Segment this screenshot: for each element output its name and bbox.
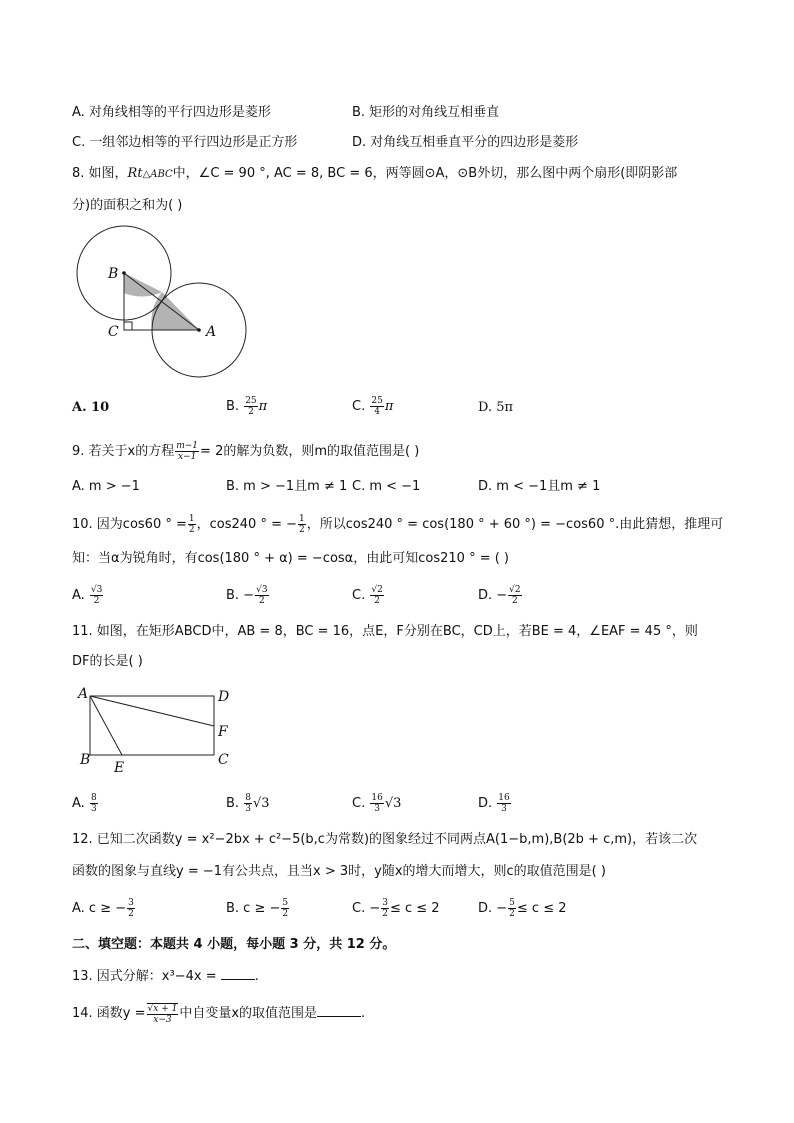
q10-option-b: B. − $\frac{√3}{2}$ — [226, 585, 268, 606]
q8-point-b — [122, 271, 126, 275]
q12-option-d: D. − $\frac{5}{2}$ ≤ c ≤ 2 — [478, 898, 567, 919]
q9-option-a: A. m > −1 — [72, 479, 140, 494]
q11-option-c: C. $\frac{16}{3}$ √3 — [352, 793, 402, 814]
q11-option-a: A. $\frac{8}{3}$ — [72, 793, 97, 814]
q11-figure — [72, 682, 252, 777]
q8-stem-line2: 分)的面积之和为( ) — [72, 198, 183, 213]
q8-stem — [72, 164, 677, 185]
q8-number: 8. 如图， — [72, 166, 128, 181]
q10-stem: 10. 因为cos60 ° = $\frac{1}{2}$ ，cos240 ° = − $\frac{1}{2}$ ，所以cos240 ° = cos(180 ° + 60 °) = −cos60 °.由此猜想，推理可 — [72, 514, 724, 535]
q13-answer-blank[interactable] — [221, 965, 255, 980]
q11-segment-af — [90, 696, 214, 726]
q14-answer-blank[interactable] — [317, 1002, 361, 1017]
q11-label-a: A — [78, 686, 89, 702]
q10-option-a: A. $\frac{√3}{2}$ — [72, 585, 103, 606]
q9-option-d: D. m < −1且m ≠ 1 — [478, 479, 601, 494]
q11-label-e: E — [114, 760, 125, 776]
q10-stem-line2: 知：当α为锐角时，有cos(180 ° + α) = −cosα，由此可知cos210 ° = ( ) — [72, 551, 510, 566]
q11-label-d: D — [218, 689, 230, 705]
q11-label-b: B — [80, 752, 91, 768]
q9-option-c: C. m < −1 — [352, 479, 421, 494]
q12-stem: 12. 已知二次函数y = x²−2bx + c²−5(b,c为常数)的图象经过不同两点A(1−b,m),B(2b + c,m)，若该二次 — [72, 832, 698, 847]
q8-label-a: A — [206, 324, 217, 340]
q8-label-c: C — [108, 324, 119, 340]
q10-option-d: D. − $\frac{√2}{2}$ — [478, 585, 521, 606]
q8-right-angle-mark — [124, 322, 132, 330]
q7-option-d: D. 对角线互相垂直平分的四边形是菱形 — [352, 135, 579, 150]
q12-option-b: B. c ≥ − $\frac{5}{2}$ — [226, 898, 289, 919]
q7-option-b: B. 矩形的对角线互相垂直 — [352, 105, 500, 120]
q8-label-b: B — [108, 266, 119, 282]
q7-option-c: C. 一组邻边相等的平行四边形是正方形 — [72, 135, 298, 150]
q11-label-c: C — [218, 752, 229, 768]
q11-rectangle — [90, 696, 214, 755]
q9-stem: 9. 若关于x的方程 $\frac{m-1}{x-1}$ = 2的解为负数，则m的取值范围是( ) — [72, 441, 420, 462]
q8-sector-b — [124, 273, 162, 297]
q8-point-a — [197, 328, 201, 332]
q11-option-d: D. $\frac{16}{3}$ — [478, 793, 510, 814]
q8-option-a: A. 10 — [72, 400, 110, 415]
q8-figure — [70, 222, 250, 382]
q11-segment-ae — [90, 696, 122, 755]
section-heading-fill-in: 二、填空题：本题共 4 小题，每小题 3 分，共 12 分。 — [72, 937, 396, 952]
q12-stem-line2: 函数的图象与直线y = −1有公共点，且当x > 3时，y随x的增大而增大，则c的取值范围是( ) — [72, 864, 606, 879]
q8-stem-text: 中，∠C = 90 °, AC = 8, BC = 6，两等圆⊙A，⊙B外切，那么图中两个扇形(即阴影部 — [172, 166, 678, 181]
q11-label-f: F — [218, 724, 228, 740]
q12-option-a: A. c ≥ − $\frac{3}{2}$ — [72, 898, 134, 919]
q7-option-a: A. 对角线相等的平行四边形是菱形 — [72, 105, 271, 120]
q11-option-b: B. $\frac{8}{3}$ √3 — [226, 793, 270, 814]
q14-stem: 14. 函数y = $\frac{√x + 1}{x-3}$ 中自变量x的取值范围是 . — [72, 1003, 366, 1025]
q8-option-c: C. $\frac{25}{4}$ π — [352, 396, 394, 417]
q9-option-b: B. m > −1且m ≠ 1 — [226, 479, 348, 494]
q8-rt: Rt — [127, 166, 143, 181]
q8-triangle: △ABC — [142, 169, 173, 180]
q8-option-b: B. $\frac{25}{2}$ π — [226, 396, 268, 417]
q13-stem: 13. 因式分解：x³−4x = . — [72, 965, 259, 987]
q11-stem-line2: DF的长是( ) — [72, 654, 143, 669]
q12-option-c: C. − $\frac{3}{2}$ ≤ c ≤ 2 — [352, 898, 440, 919]
q8-option-d: D. 5π — [478, 400, 514, 415]
q10-option-c: C. $\frac{√2}{2}$ — [352, 585, 383, 606]
q11-stem: 11. 如图，在矩形ABCD中，AB = 8，BC = 16，点E，F分别在BC，CD上，若BE = 4，∠EAF = 45 °，则 — [72, 624, 698, 639]
